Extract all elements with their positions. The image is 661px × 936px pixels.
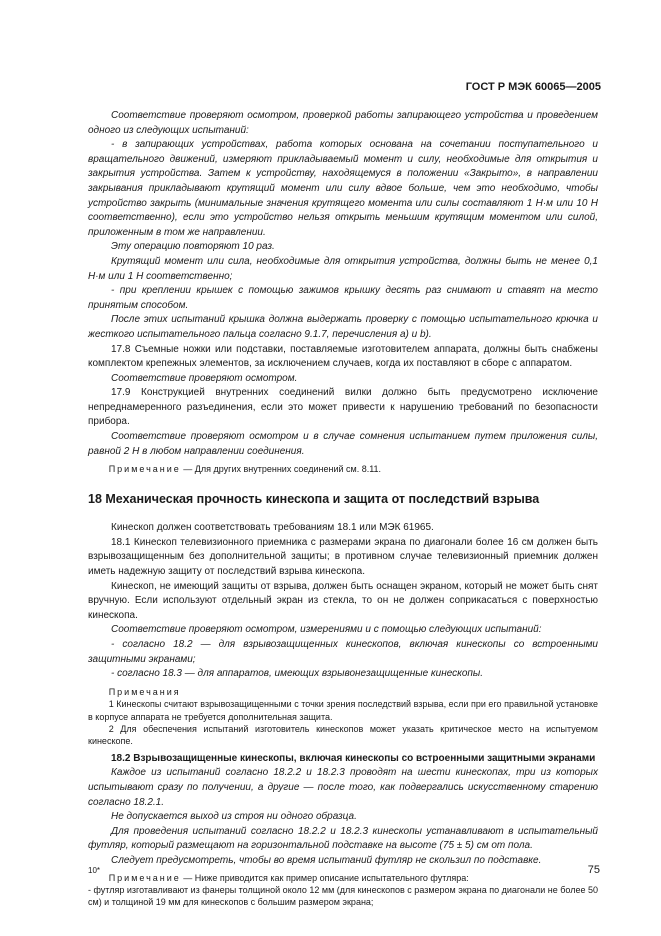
note-text: — Ниже приводится как пример описание испытательного футляра: xyxy=(180,872,469,883)
note xyxy=(88,872,598,884)
clause-17-9: 17.9 Конструкцией внутренних соединений вилки должно быть предусмотрено исключение непреднамеренного разъединения, если это может привести к нарушению требований по безопасности прибора. xyxy=(88,387,598,428)
document-body xyxy=(88,109,598,909)
paragraph: Для проведения испытаний согласно 18.2.2 и 18.2.3 кинескопы устанавливают в испытательный футляр, который размещают на горизонтальной подставке на высоте (75 ± 5) см от пола. xyxy=(88,825,598,852)
section-heading-18: 18 Механическая прочность кинескопа и защита от последствий взрыва xyxy=(88,491,540,506)
note xyxy=(88,463,598,475)
paragraph: Не допускается выход из строя ни одного образца. xyxy=(111,811,357,823)
paragraph: Соответствие проверяют осмотром, измерениями и с помощью следующих испытаний: xyxy=(111,624,542,636)
notes-label: Примечания xyxy=(108,686,181,697)
document-header: ГОСТ Р МЭК 60065—2005 xyxy=(465,81,601,93)
footer-mark: 10* xyxy=(88,866,101,875)
paragraph: Следует предусмотреть, чтобы во время испытаний футляр не скользил по подставке. xyxy=(111,854,542,866)
paragraph: Соответствие проверяют осмотром, проверкой работы запирающего устройства и проведением одного из следующих испытаний: xyxy=(88,110,598,136)
subsection-heading-18-2: 18.2 Взрывозащищенные кинескопы, включая кинескопы со встроенными защитными экранами xyxy=(111,752,596,764)
paragraph: Кинескоп должен соответствовать требованиям 18.1 или МЭК 61965. xyxy=(111,522,434,534)
paragraph: Соответствие проверяют осмотром. xyxy=(111,372,298,384)
note-2: 2 Для обеспечения испытаний изготовитель кинескопов может указать критическое место на испытуемом кинескопе. xyxy=(88,724,598,747)
note-text: — Для других внутренних соединений см. 8.11. xyxy=(180,464,382,475)
paragraph: После этих испытаний крышка должна выдержать проверку с помощью испытательного крючка и жесткого испытательного пальца согласно 9.1.7, перечисления a) и b). xyxy=(88,314,598,340)
paragraph: Кинескоп, не имеющий защиты от взрыва, должен быть оснащен экраном, который не может быть снят вручную. Если используют отдельный экран из стекла, то он не должен соприкасаться с поверхностью кинескопа. xyxy=(88,580,598,621)
note-1: 1 Кинескопы считают взрывозащищенными с точки зрения последствий взрыва, если при его правильной установке в корпусе аппарата не требуется дополнительная защита. xyxy=(88,699,598,722)
note-label: Примечание xyxy=(108,464,181,475)
paragraph: - согласно 18.3 — для аппаратов, имеющих взрывонезащищенные кинескопы. xyxy=(111,668,484,680)
paragraph: Соответствие проверяют осмотром и в случае сомнения испытанием путем приложения силы, равной 2 Н в любом направлении соединения. xyxy=(88,431,598,457)
paragraph: - при креплении крышек с помощью зажимов крышку десять раз снимают и ставят на место принятым способом. xyxy=(88,285,598,311)
clause-18-1: 18.1 Кинескоп телевизионного приемника с размерами экрана по диагонали более 16 см должен быть взрывозащищенным без дополнительной защиты; в противном случае телевизионный приемник должен иметь надежную защиту от последствий взрыва кинескопа. xyxy=(88,536,598,578)
page-number: 75 xyxy=(587,864,600,876)
paragraph: Эту операцию повторяют 10 раз. xyxy=(111,241,275,253)
note-item: - футляр изготавливают из фанеры толщиной около 12 мм (для кинескопов с размером экрана по диагонали не более 50 см) и толщиной 19 мм для кинескопов с большим размером экрана; xyxy=(88,884,598,908)
paragraph: - в запирающих устройствах, работа которых основана на сочетании поступательного и вращательного движений, измеряют прикладываемый момент и силу, необходимые для открытия и закрытия устройства. Затем к устройству, находящемуся в положении «Закрыто», в направлении закрывания прикладывают крутящий момент или силу вдвое больше, чем это необходимо, чтобы устройство закрыть (минимальные значения крутящего момента или силы составляют 1 Н·м или 10 Н соответственно), если это устройство нельзя открыть меньшим крутящим моментом или силой, приложенным в том же направлении. xyxy=(88,139,598,238)
clause-17-8: 17.8 Съемные ножки или подставки, поставляемые изготовителем аппарата, должны быть снабжены комплектом крепежных элементов, за исключением случаев, когда их поставляют в сборе с аппаратом. xyxy=(88,343,598,370)
paragraph: Крутящий момент или сила, необходимые для открытия устройства, должны быть не менее 0,1 Н·м или 1 Н соответственно; xyxy=(88,255,598,282)
paragraph: - согласно 18.2 — для взрывозащищенных кинескопов, включая кинескопы со встроенными защитными экранами; xyxy=(88,639,598,665)
paragraph: Каждое из испытаний согласно 18.2.2 и 18.2.3 проводят на шести кинескопах, три из которых испытывают сразу по получении, а другие — после того, как подвергались искусственному старению согласно 18.2.1. xyxy=(88,767,598,808)
note-label: Примечание xyxy=(108,872,181,883)
